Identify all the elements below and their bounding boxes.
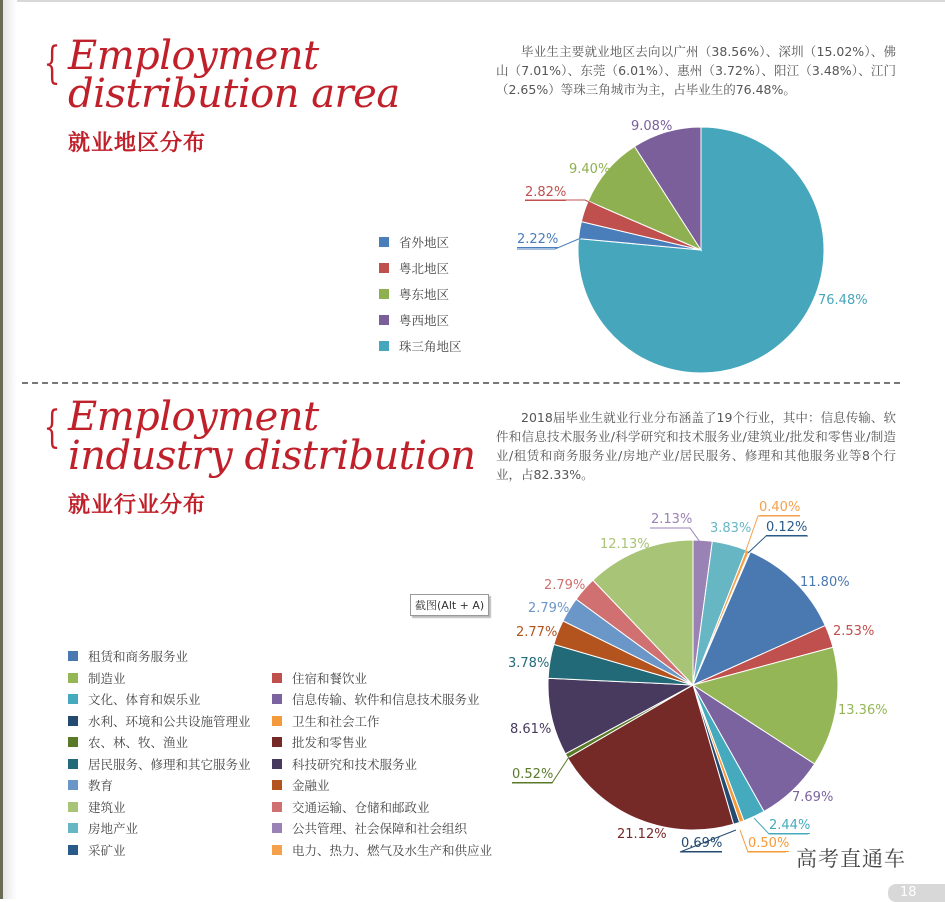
brace-decoration: { — [43, 402, 61, 453]
legend-label: 科技研究和技术服务业 — [292, 756, 418, 772]
legend-label: 租赁和商务服务业 — [88, 649, 189, 664]
pie-data-label: 2.77% — [516, 625, 558, 640]
legend-label: 文化、体育和娱乐业 — [88, 692, 201, 707]
pie-data-label: 2.53% — [833, 624, 875, 639]
pie-data-label: 3.78% — [508, 656, 550, 671]
legend-label: 粤东地区 — [399, 287, 450, 302]
watermark-text: 高考直通车 — [796, 847, 906, 871]
legend-label: 珠三角地区 — [399, 339, 462, 354]
pie-data-label: 9.08% — [631, 119, 673, 134]
legend-label: 居民服务、修理和其它服务业 — [88, 756, 251, 772]
legend-label: 农、林、牧、渔业 — [88, 735, 189, 750]
section2-title-en-line2: industry distribution — [68, 433, 476, 479]
pie-data-label: 2.22% — [517, 232, 559, 247]
pie-data-label: 2.44% — [769, 818, 811, 833]
pie-data-label: 0.40% — [759, 500, 801, 515]
pie-data-label: 0.52% — [512, 767, 554, 782]
section1-description: 毕业生主要就业地区去向以广州（38.56%）、深圳（15.02%）、佛山（7.01%）、东莞（6.01%）、惠州（3.72%）、阳江（3.48%）、江门（2.65%）等珠三角城市为主，占毕业生的76.48%。 — [496, 44, 896, 97]
pie-data-label: 21.12% — [617, 827, 667, 842]
legend-label: 住宿和餐饮业 — [292, 670, 368, 686]
section2-description: 2018届毕业生就业行业分布涵盖了19个行业，其中：信息传输、软件和信息技术服务业/科学研究和技术服务业/建筑业/批发和零售业/制造业/租赁和商务服务业/房地产业/居民服务、修理和其他服务业等8个行业，占82.33%。 — [496, 410, 896, 482]
pie-data-label: 0.50% — [748, 836, 790, 851]
legend-label: 批发和零售业 — [292, 735, 368, 750]
legend-label: 信息传输、软件和信息技术服务业 — [292, 692, 480, 707]
legend-label: 粤西地区 — [399, 313, 450, 328]
pie-data-label: 8.61% — [510, 722, 552, 737]
pie-data-label: 2.82% — [525, 185, 567, 200]
legend-label: 卫生和社会工作 — [292, 713, 380, 729]
brace-decoration: { — [43, 38, 61, 89]
legend-label: 采矿业 — [88, 842, 126, 858]
legend-label: 电力、热力、燃气及水生产和供应业 — [292, 842, 493, 858]
pie-data-label: 12.13% — [600, 537, 650, 552]
legend-label: 教育 — [88, 778, 114, 793]
pie-data-label: 2.79% — [528, 601, 570, 616]
legend-label: 粤北地区 — [399, 261, 450, 276]
legend-label: 金融业 — [292, 778, 330, 793]
page-number: 18 — [888, 884, 945, 902]
pie-data-label: 0.69% — [681, 836, 723, 851]
pie-data-label: 13.36% — [838, 703, 888, 718]
section1-title-en-line1: Employment — [68, 33, 319, 79]
pie-data-label: 2.13% — [651, 512, 693, 527]
pie-data-label: 7.69% — [792, 790, 834, 805]
legend-label: 房地产业 — [88, 821, 139, 836]
legend-label: 交通运输、仓储和邮政业 — [292, 799, 430, 815]
section1-title-en-line2: distribution area — [68, 71, 400, 117]
pie-data-label: 76.48% — [818, 293, 868, 308]
pie-data-label: 9.40% — [569, 162, 611, 177]
section2-title-en-line1: Employment — [68, 394, 319, 440]
section1-title-cn: 就业地区分布 — [68, 131, 207, 156]
legend-label: 公共管理、社会保障和社会组织 — [292, 821, 468, 836]
pie-data-label: 2.79% — [544, 578, 586, 593]
legend-label: 水利、环境和公共设施管理业 — [88, 713, 251, 729]
legend-label: 建筑业 — [88, 799, 126, 815]
legend-label: 省外地区 — [399, 235, 450, 250]
screenshot-tooltip: 截图(Alt + A) — [410, 594, 489, 616]
pie-data-label: 3.83% — [710, 521, 752, 536]
pie-data-label: 11.80% — [800, 575, 850, 590]
pie-data-label: 0.12% — [766, 520, 808, 535]
section2-title-cn: 就业行业分布 — [68, 493, 207, 518]
legend-label: 制造业 — [88, 670, 126, 686]
